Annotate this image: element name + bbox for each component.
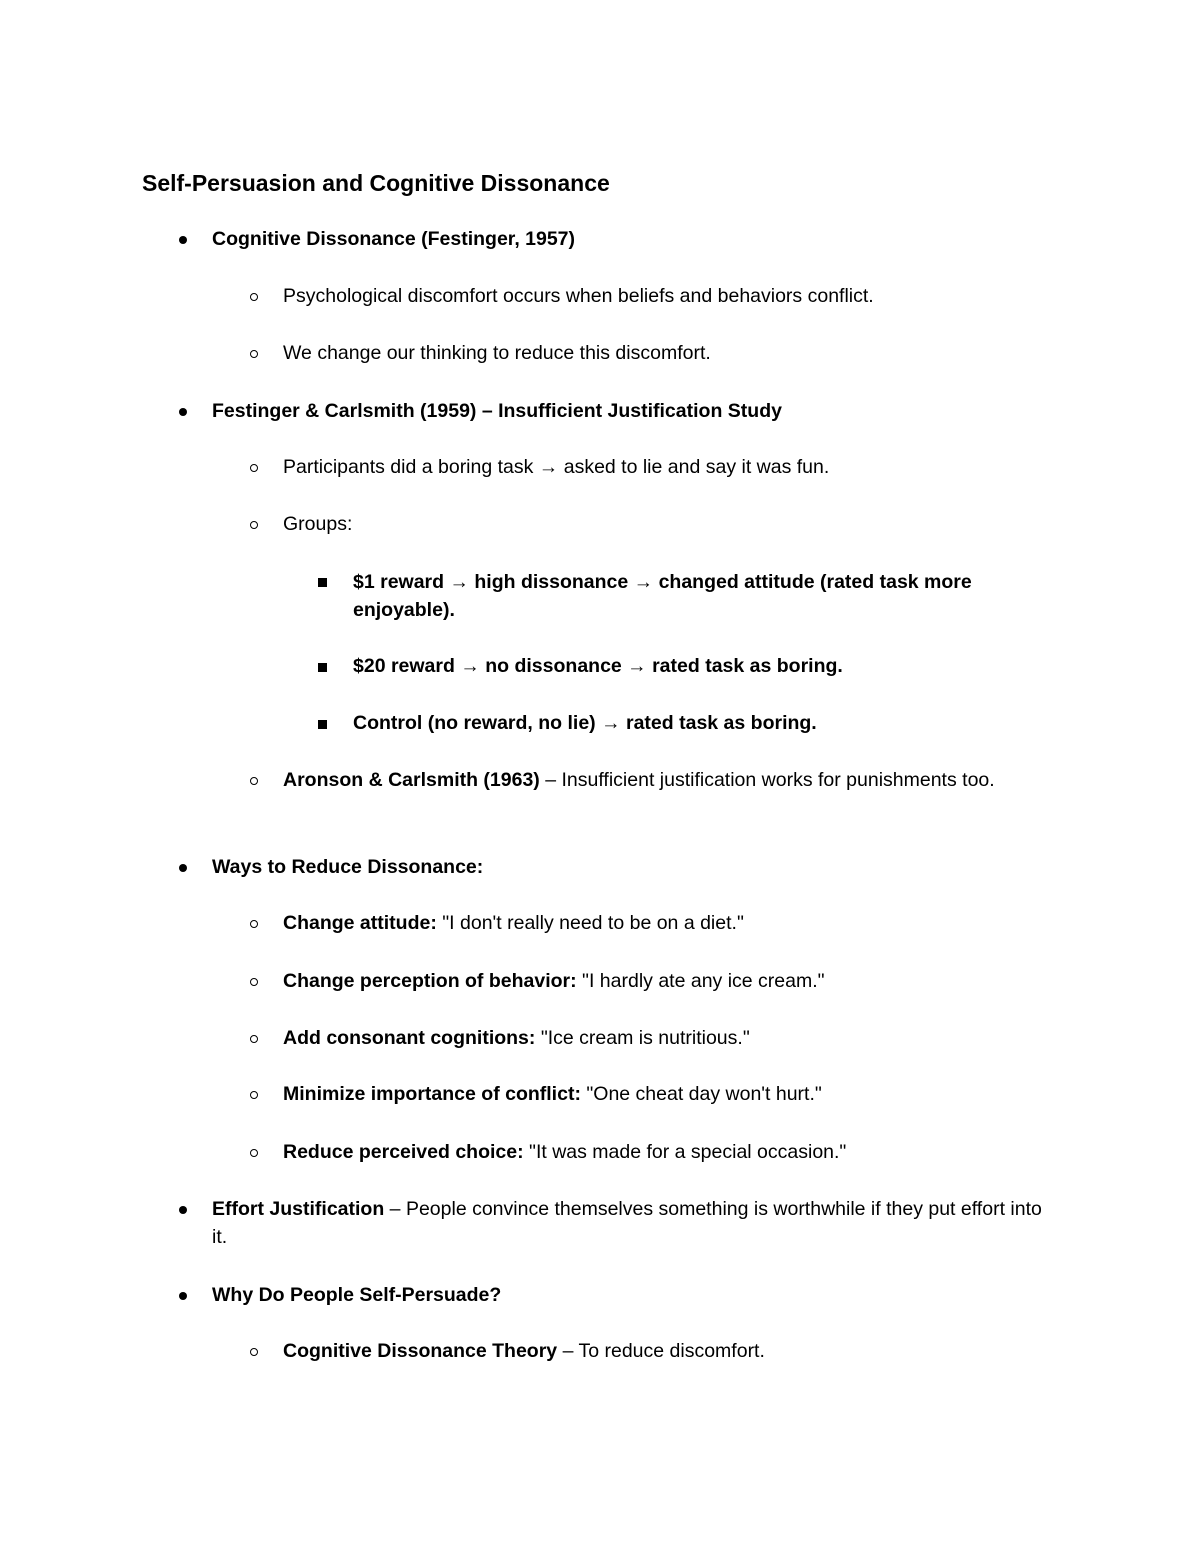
item-term: Reduce perceived choice: (283, 1141, 524, 1163)
bullet-circle-icon (250, 978, 258, 986)
list-item: We change our thinking to reduce this discomfort. (283, 342, 711, 364)
section-heading: Festinger & Carlsmith (1959) – Insufficient Justification Study (212, 400, 782, 422)
bullet-disc-icon (179, 236, 187, 244)
section-heading: Ways to Reduce Dissonance: (212, 856, 484, 878)
list-item: Participants did a boring task → asked to lie and say it was fun. (283, 456, 830, 478)
bullet-square-icon (318, 720, 327, 729)
list-item (283, 909, 1073, 937)
list-item: Psychological discomfort occurs when beliefs and behaviors conflict. (283, 285, 874, 307)
bullet-circle-icon (250, 777, 258, 785)
section-heading: Why Do People Self-Persuade? (212, 1284, 502, 1306)
bullet-circle-icon (250, 350, 258, 358)
item-text: "One cheat day won't hurt." (580, 1083, 822, 1105)
bullet-circle-icon (250, 1035, 258, 1043)
bullet-disc-icon (179, 1292, 187, 1300)
item-term: Cognitive Dissonance Theory (283, 1340, 558, 1362)
item-text: – To reduce discomfort. (557, 1340, 765, 1362)
item-term: Minimize importance of conflict: (283, 1083, 581, 1105)
list-item (283, 1080, 1073, 1108)
item-term: Aronson & Carlsmith (1963) (283, 769, 540, 791)
list-item: $20 reward → no dissonance → rated task as boring. (353, 655, 843, 677)
item-term: Change attitude: (283, 912, 437, 934)
item-text: "It was made for a special occasion." (523, 1141, 847, 1163)
list-item (283, 1024, 1073, 1052)
bullet-circle-icon (250, 293, 258, 301)
item-term: Change perception of behavior: (283, 970, 577, 992)
bullet-disc-icon (179, 864, 187, 872)
section-paragraph (212, 1195, 1052, 1251)
item-term: Add consonant cognitions: (283, 1027, 536, 1049)
page-title: Self-Persuasion and Cognitive Dissonance (142, 170, 610, 196)
bullet-circle-icon (250, 1091, 258, 1099)
list-item: Control (no reward, no lie) → rated task as boring. (353, 712, 817, 734)
list-item (283, 967, 1073, 995)
list-item: Groups: (283, 513, 353, 535)
item-text: "Ice cream is nutritious." (535, 1027, 750, 1049)
item-text: – People convince themselves something is worthwhile if they put effort into it. (212, 1198, 1042, 1248)
bullet-circle-icon (250, 521, 258, 529)
list-item (283, 1337, 1073, 1365)
bullet-disc-icon (179, 1206, 187, 1214)
bullet-circle-icon (250, 464, 258, 472)
list-item: $1 reward → high dissonance → changed attitude (rated task more enjoyable). (353, 571, 972, 621)
item-text: "I hardly ate any ice cream." (576, 970, 825, 992)
item-text: – Insufficient justification works for punishments too. (539, 769, 995, 791)
list-item (283, 1138, 1073, 1166)
section-heading: Effort Justification (212, 1198, 385, 1220)
bullet-circle-icon (250, 1149, 258, 1157)
bullet-circle-icon (250, 1348, 258, 1356)
bullet-square-icon (318, 578, 327, 587)
item-text: "I don't really need to be on a diet." (436, 912, 744, 934)
section-heading: Cognitive Dissonance (Festinger, 1957) (212, 228, 576, 250)
bullet-circle-icon (250, 920, 258, 928)
bullet-square-icon (318, 663, 327, 672)
list-item (283, 766, 1043, 794)
bullet-disc-icon (179, 408, 187, 416)
